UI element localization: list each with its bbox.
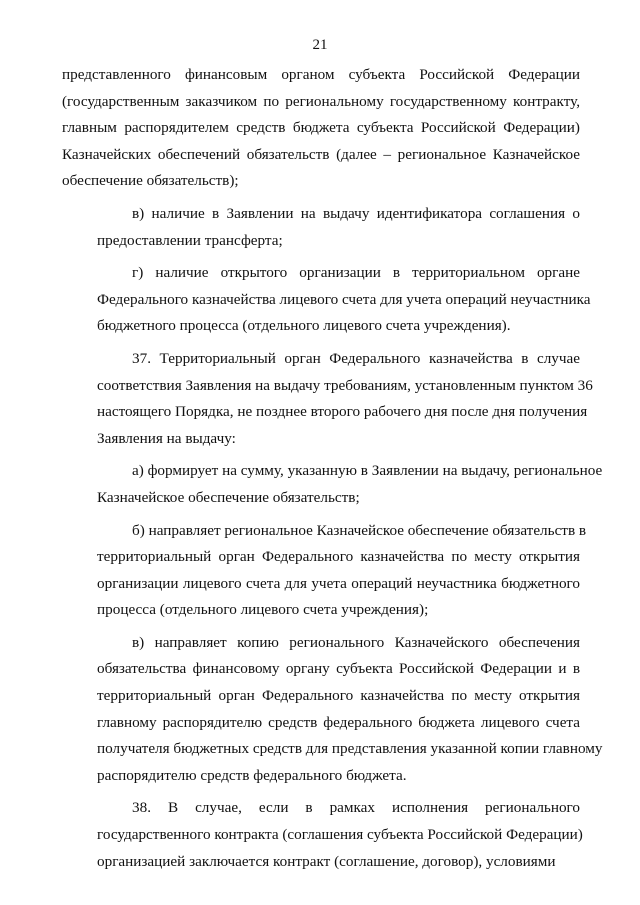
text-line: г) наличие открытого организации в территориальном органе [132, 264, 580, 282]
paragraph [62, 795, 583, 875]
paragraph [62, 201, 580, 254]
text-line: представленного финансовым органом субъекта Российской Федерации [62, 66, 580, 83]
text-line: Заявления на выдачу: [97, 429, 236, 447]
text-line: в) направляет копию регионального Казначейского обеспечения [132, 633, 580, 651]
text-line: главному распорядителю средств федерального бюджета лицевого счета [97, 713, 580, 731]
paragraph [62, 346, 593, 452]
text-line: главным распорядителем средств бюджета субъекта Российской Федерации) [62, 119, 580, 137]
text-line: соответствия Заявления на выдачу требованиям, установленным пунктом 36 [97, 376, 593, 394]
page-number: 21 [312, 37, 328, 53]
text-line: Казначейское обеспечение обязательств; [97, 488, 360, 506]
text-line: территориальный орган Федерального казначейства по месту открытия [97, 548, 580, 566]
text-line: предоставлении трансферта; [97, 231, 283, 249]
text-line: организации лицевого счета для учета операций неучастника бюджетного [97, 574, 580, 592]
text-line: обязательства финансовому органу субъекта Российской Федерации и в [97, 660, 580, 678]
text-line: получателя бюджетных средств для представления указанной копии главному [97, 740, 603, 758]
text-line: Федерального казначейства лицевого счета для учета операций неучастника [97, 290, 591, 308]
text-line: 38. В случае, если в рамках исполнения регионального [132, 799, 580, 817]
text-line: процесса (отдельного лицевого счета учреждения); [97, 601, 429, 619]
text-line: распорядителю средств федерального бюджета. [97, 766, 407, 784]
text-line: организацией заключается контракт (соглашение, договор), условиями [97, 852, 556, 870]
text-line: в) наличие в Заявлении на выдачу идентификатора соглашения о [132, 204, 580, 222]
text-line: обеспечение обязательств); [62, 172, 239, 190]
text-line: а) формирует на сумму, указанную в Заявлении на выдачу, региональное [132, 462, 603, 480]
text-line: территориальный орган Федерального казначейства по месту открытия [97, 687, 580, 705]
document-body [62, 62, 603, 881]
text-line: государственного контракта (соглашения субъекта Российской Федерации) [97, 826, 583, 844]
text-line: Казначейских обеспечений обязательств (далее – региональное Казначейское [62, 145, 580, 163]
paragraph [62, 260, 591, 340]
text-line: (государственным заказчиком по региональному государственному контракту, [62, 92, 580, 110]
text-line: бюджетного процесса (отдельного лицевого счета учреждения). [97, 317, 511, 335]
paragraph [62, 630, 603, 790]
text-line: б) направляет региональное Казначейское обеспечение обязательств в [132, 521, 587, 539]
paragraph [62, 518, 587, 624]
paragraph [62, 458, 603, 511]
text-line: настоящего Порядка, не позднее второго рабочего дня после дня получения [97, 403, 588, 421]
paragraph [62, 62, 580, 195]
text-line: 37. Территориальный орган Федерального казначейства в случае [132, 349, 580, 367]
